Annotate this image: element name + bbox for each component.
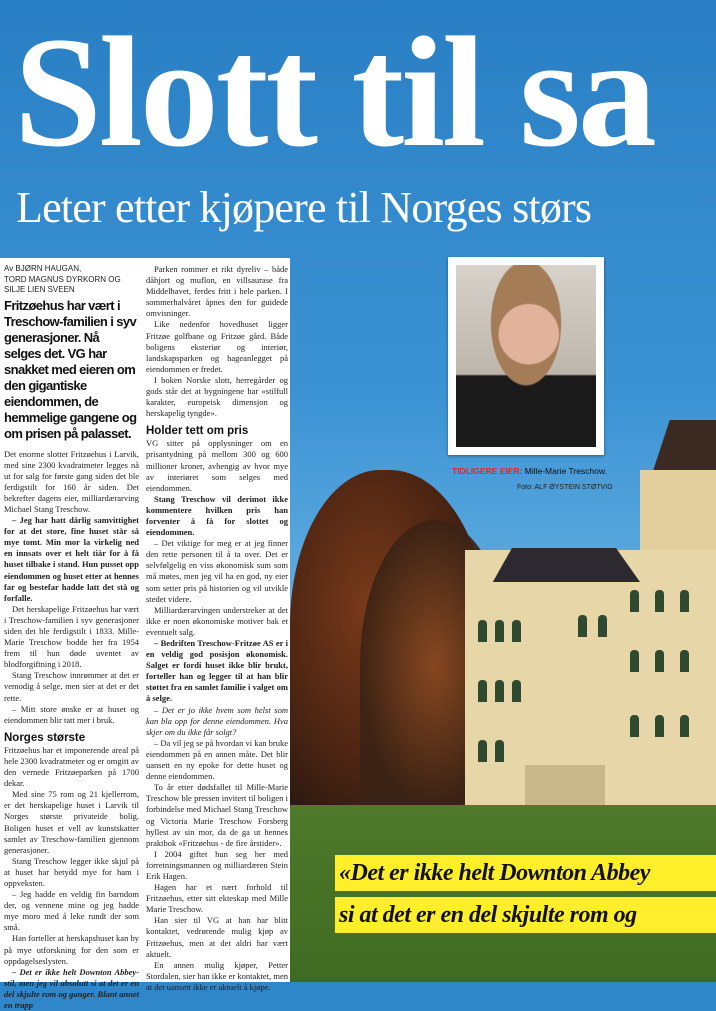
caption-label: TIDLIGERE EIER: [452,466,523,476]
subheading: Norges største [4,731,86,744]
paragraph: – Det er jo ikke hvem som helst som kan bla opp for denne eiendommen. Hva skjer om du ikke får solgt? [146,704,288,737]
window [655,650,664,672]
window [578,615,587,637]
window [680,650,689,672]
window [655,715,664,737]
window [495,620,504,642]
window [598,615,607,637]
paragraph: – Jeg hadde en veldig fin barndom der, og vennene mine og jeg hadde mye moro med å leke rundt der som små. [4,889,139,933]
photo-credit: Foto: ALF ØYSTEIN STØTVIG [517,484,613,491]
paragraph: – Da vil jeg se på hvordan vi kan bruke eiendommen på en annen måte. Det blir uansett en ny epoke for dette huset og denne eiendommen. [146,737,288,782]
paragraph: VG sitter på opplysninger om en prisantydning på mellom 300 og 600 millioner kroner, avhengig av hvor mye av interiøret som selges med eiendommen. [146,438,288,493]
window [512,680,521,702]
paragraph: Han sier til VG at han har blitt kontaktet, vedrørende mulig kjøp av Fritzøehus, men at det aldri har vært aktuelt. [146,915,288,959]
ingress: Fritzøehus har vært i Treschow-familien i syv generasjoner. Nå selges det. VG har snakket med eieren om den gigantiske eiendommen, de hemmelige gangene og om prisen på palasset. [4,297,137,441]
paragraph: Stang Treschow legger ikke skjul på at huset har betydd mye for ham i oppveksten. [4,855,139,888]
window [630,650,639,672]
portrait-image [456,265,596,447]
byline-line: Av BJØRN HAUGAN, [4,264,82,273]
paragraph: Like nedenfor hovedhuset ligger Fritzøe golfbane og Fritzøe gård. Både boligens eksteriør og interiør, landskapsparken og hageanlegget på eiendommen er fredet. [146,319,288,374]
paragraph: Med sine 75 rom og 21 kjellerrom, er det herskapelige huset i Larvik til Norges største privateide bolig. Boligen huset et vell av kunstskatter samlet av Treschow-familien gjennom generasjoner. [4,789,139,855]
headline: Slott til sa [14,5,654,180]
paragraph: En annen mulig kjøper, Petter Stordalen, sier han ikke er kontaktet, men at det uansett ikke er aktuelt å kjøpe. [146,959,288,992]
paragraph: To år etter dødsfallet til Mille-Marie Treschow ble pressen invitert til boligen i forbindelse med Michael Stang Treschow og Victoria Marie Treschow Forsberg hyllest av sin mor, da de ga ut hennes praktbok «Fritzøehus - de fire årstider». [146,782,288,848]
byline [4,264,139,296]
paragraph: Det herskapelige Fritzøehus har vært i Treschow-familien i syv generasjoner siden det ble ferdigstilt i 1833. Mille-Marie Treschow bodde her fra 1954 frem til hun døde uventet av blodforgiftning i 2018. [4,603,139,670]
window [495,740,504,762]
article-column-2 [146,264,288,993]
pull-quote-line-1: «Det er ikke helt Downton Abbey [335,855,716,891]
paragraph: Stang Treschow vil derimot ikke kommentere hvilken pris han forventer å få for slottet og eiendommen. [146,493,288,538]
subheadline: Leter etter kjøpere til Norges størs [16,183,592,232]
window [478,680,487,702]
paragraph: I boken Norske slott, herregårder og gods står det at bygningene har «stilfull karakter, europeisk dimensjon og herskapelig tyngde». [146,374,288,419]
window [680,715,689,737]
paragraph: – Mitt store ønske er at huset og eiendommen blir tatt mer i bruk. [4,703,139,725]
byline-line: TORD MAGNUS DYRKORN OG [4,274,121,284]
byline-line: SILJE LIEN SVEEN [4,285,75,294]
portrait-photo [448,257,604,455]
paragraph: – Bedriften Treschow-Fritzøe AS er i en veldig god posisjon økonomisk. Salget er fordi huset ikke blir brukt, forteller han og legger til at han blir støttet fra en samlet familie i valget om å selge. [146,638,288,704]
window [680,590,689,612]
lawn [290,805,716,982]
window [478,620,487,642]
paragraph: – Det viktige for meg er at jeg finner den rette personen til å ta over. Det er selvfølgelig en viss økonomisk sum som må møtes, men jeg vil ha en god, ny eier som setter pris på historien og vil utvikle stedet videre. [146,538,288,604]
paragraph: – Jeg har hatt dårlig samvittighet for at det store, fine huset står så mye tomt. Min mor la virkelig ned en innsats over et helt tiår for å få huset tilbake i stand. Hun pusset opp eiendommen og huset etter at hennes far og bestefar hadde latt det stå og forfalle. [4,515,139,603]
paragraph: Han forteller at herskapshuset kan by på mye utforskning for den som er oppdagelseslysten. [4,933,139,966]
caption-text: Mille-Marie Treschow. [522,466,607,476]
window [655,590,664,612]
window [630,715,639,737]
article-column-1 [4,264,139,1011]
window [630,590,639,612]
stairs [525,765,605,805]
paragraph: I 2004 giftet hun seg her med forretningsmannen og milliardæren Stein Erik Hagen. [146,848,288,881]
paragraph: Det enorme slottet Fritzøehus i Larvik, med sine 2300 kvadratmeter legges nå ut for salg for første gang siden det ble ferdigstilt for 160 år siden. Det bekrefter dagens eier, milliardærarving Michael Stang Treschow. [4,448,139,514]
window [495,680,504,702]
paragraph: Milliardærarvingen understreker at det ikke er noen økonomiske motiver bak et eventuelt salg. [146,604,288,637]
window [478,740,487,762]
subheading: Holder tett om pris [146,425,249,438]
window [512,620,521,642]
paragraph: Stang Treschow innrømmer at det er vemodig å selge, men sier at det er det rette. [4,670,139,703]
article-body [0,258,290,1010]
paragraph: Fritzøehus har et imponerende areal på hele 2300 kvadratmeter og er omgitt av den vernede Fritzøeparken på 1700 dekar. [4,744,139,789]
paragraph: Parken rommer et rikt dyreliv – både dåhjort og muflon, en villsaurase fra Middelhavet, ferdes fritt i hele parken. I sommerhalvåret åpnes den for guidede omvisninger. [146,264,288,319]
photo-caption [452,466,607,476]
paragraph: – Det er ikke helt Downton Abbey-stil, men jeg vil absolutt si at det er en del skjulte rom og ganger. Blant annet en trapp [4,966,139,1010]
pull-quote-line-2: si at det er en del skjulte rom og [335,897,716,933]
paragraph: Hagen har et nært forhold til Fritzøehus, etter sitt ekteskap med Mille Marie Treschow. [146,882,288,915]
